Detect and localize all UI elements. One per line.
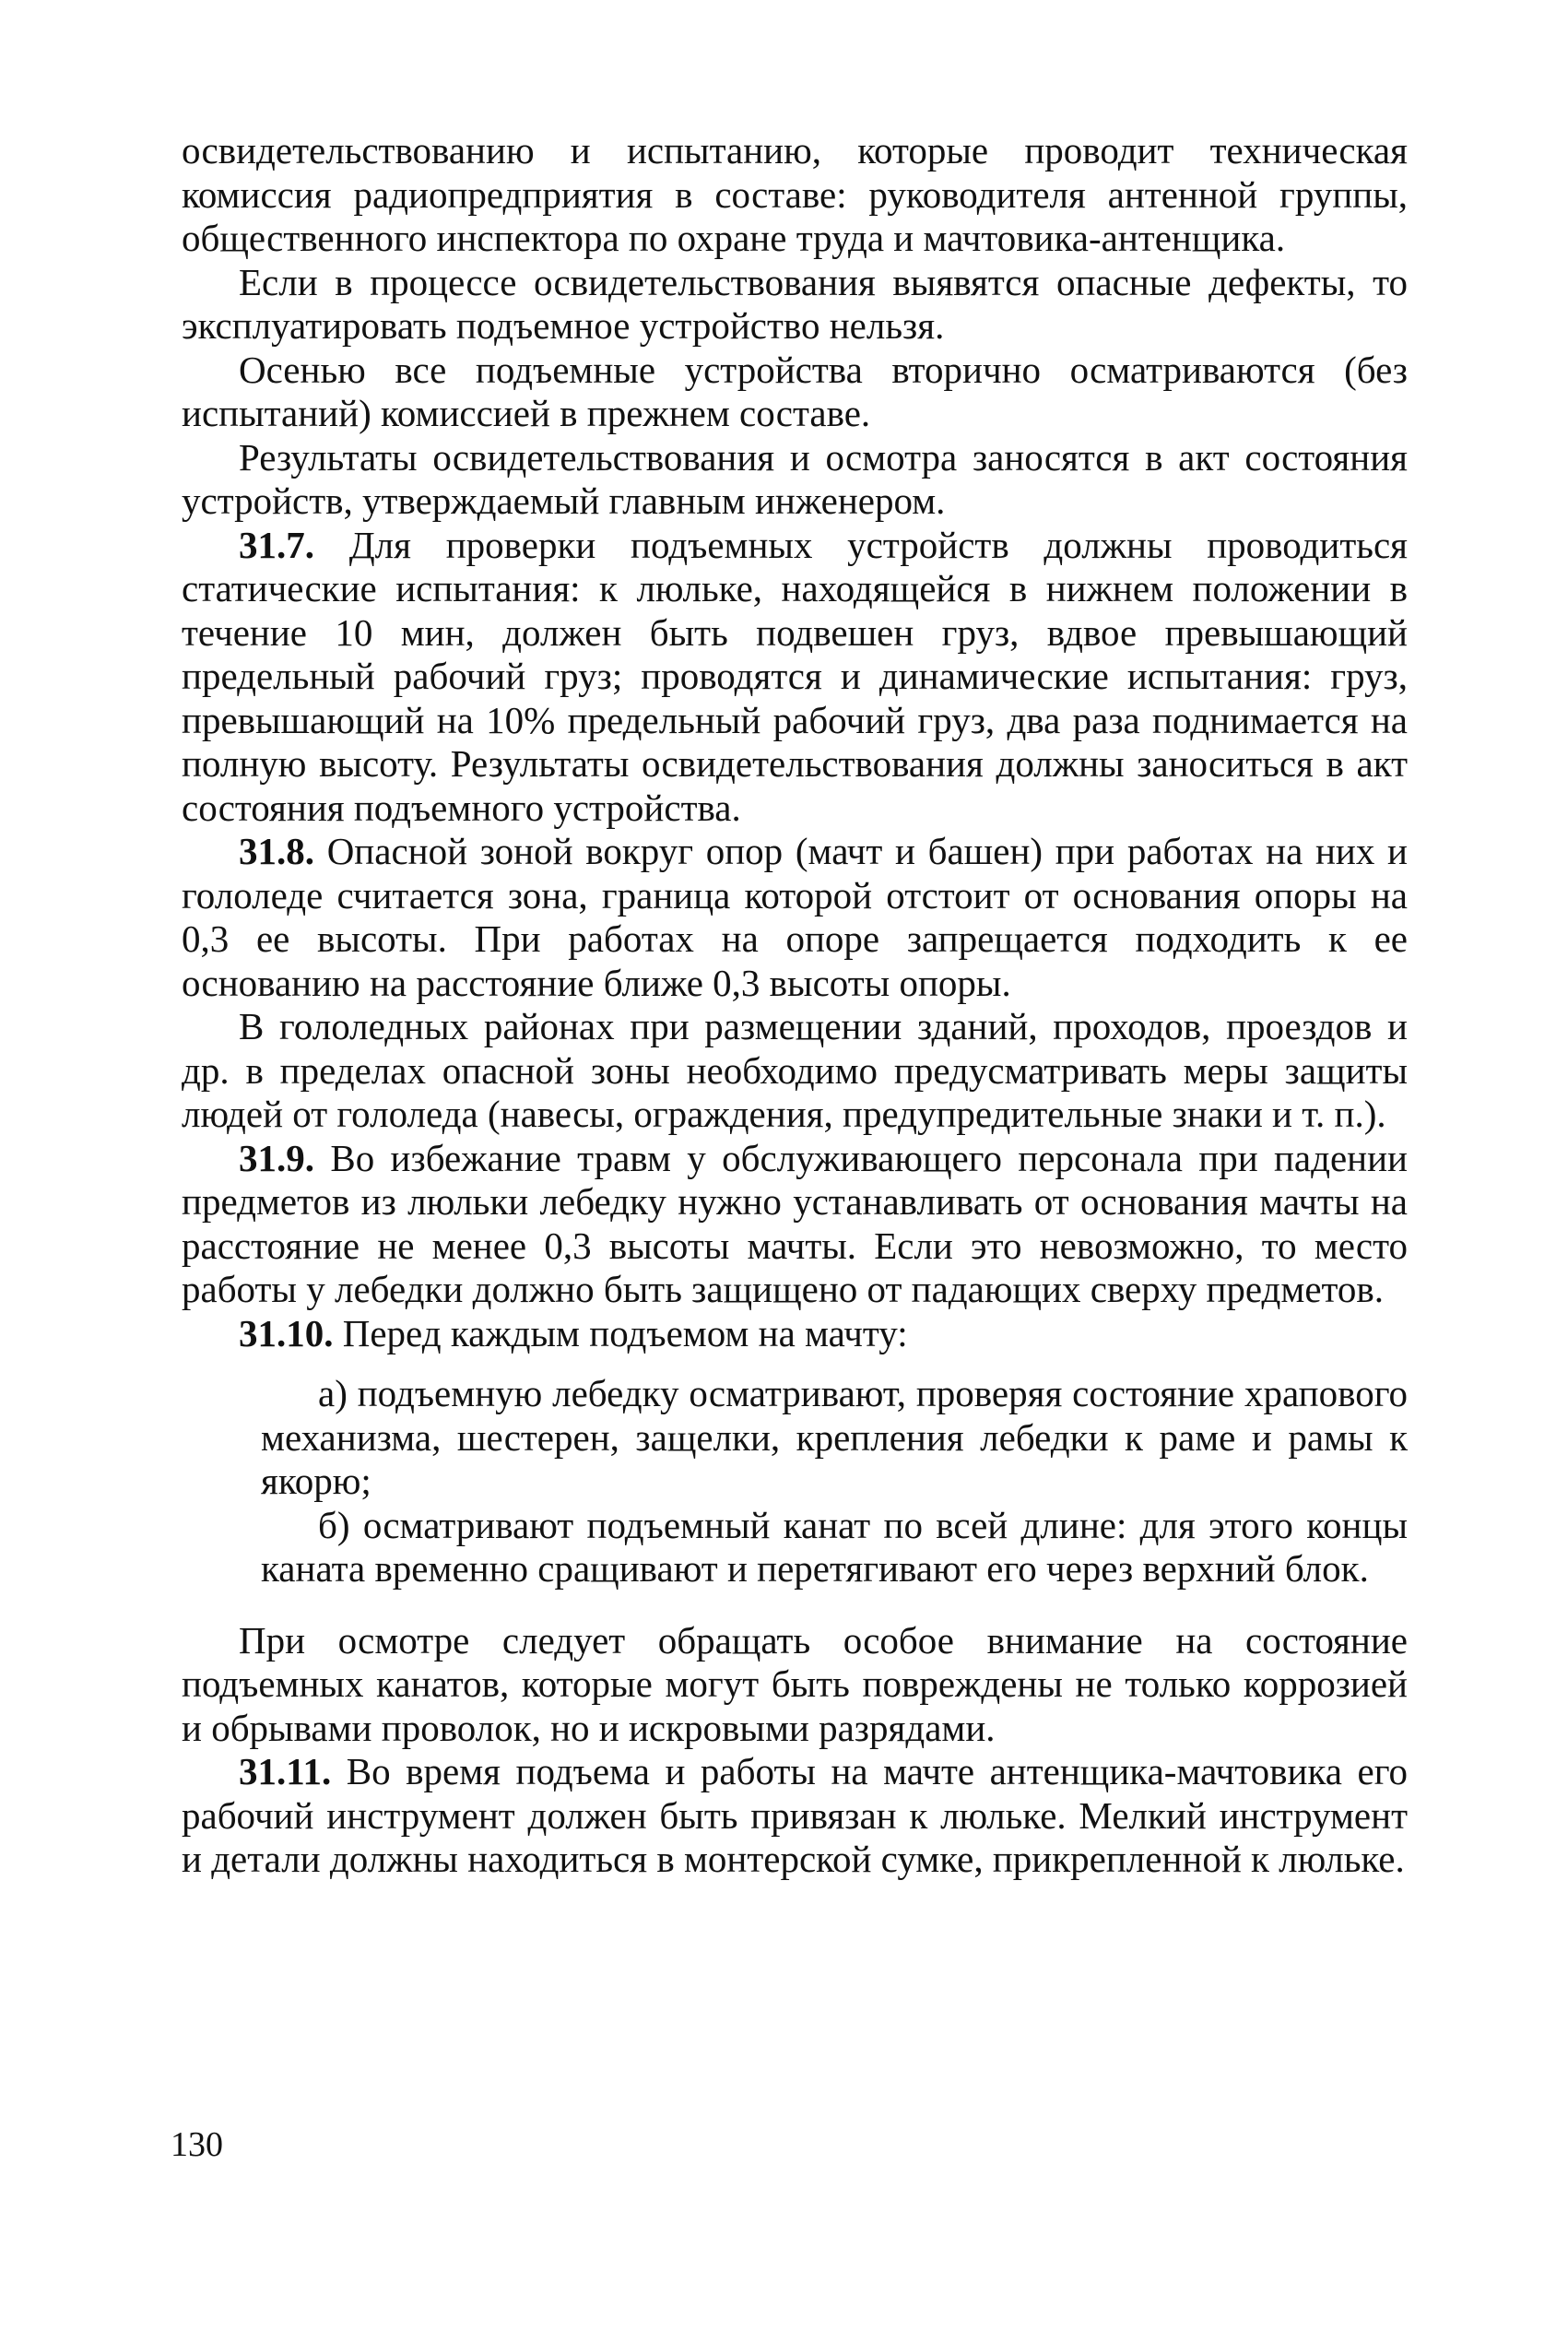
section-number-31-7: 31.7. bbox=[239, 523, 314, 566]
section-31-8 bbox=[182, 830, 1408, 1005]
section-text-31-10: Перед каждым подъемом на мачту: bbox=[342, 1311, 908, 1354]
document-text bbox=[182, 129, 1408, 1882]
section-number-31-10: 31.10. bbox=[239, 1311, 334, 1354]
paragraph-ropes-inspection: При осмотре следует обращать особое внимание на состояние подъемных канатов, которые могут быть повреждены не только коррозией и обрывами проволок, но и искровыми разрядами. bbox=[182, 1618, 1408, 1749]
paragraph-continuation: освидетельствованию и испытанию, которые проводит техническая комиссия радиопредприятия в составе: руководителя антенной группы, общественного инспектора по охране труда и мачтовика-антенщика. bbox=[182, 129, 1408, 259]
section-text-31-8: Опасной зоной вокруг опор (мачт и башен) при работах на них и гололеде считается зона, граница которой отстоит от основания опоры на 0,3 ее высоты. При работах на опоре запрещается подходить к ее основанию на расстояние ближе 0,3 высоты опоры. bbox=[182, 830, 1409, 1004]
section-number-31-9: 31.9. bbox=[239, 1136, 314, 1179]
section-31-7 bbox=[182, 524, 1408, 831]
section-31-9 bbox=[182, 1137, 1408, 1312]
paragraph-results-act: Результаты освидетельствования и осмотра заносятся в акт состояния устройств, утверждаемый главным инженером. bbox=[182, 435, 1408, 522]
inspection-list bbox=[182, 1372, 1408, 1591]
list-item-a: а) подъемную лебедку осматривают, проверяя состояние храпового механизма, шестерен, защелки, крепления лебедки к раме и рамы к якорю; bbox=[261, 1372, 1408, 1502]
section-text-31-11: Во время подъема и работы на мачте антенщика-мачтовика его рабочий инструмент должен быть привязан к люльке. Мелкий инструмент и детали должны находиться в монтерской сумке, прикрепленной к люльке. bbox=[182, 1750, 1408, 1880]
section-number-31-11: 31.11. bbox=[239, 1750, 332, 1792]
paragraph-defects: Если в процессе освидетельствования выявятся опасные дефекты, то эксплуатировать подъемное устройство нельзя. bbox=[182, 260, 1408, 347]
section-31-11 bbox=[182, 1750, 1408, 1882]
document-page bbox=[182, 129, 1408, 1882]
paragraph-icy-areas: В гололедных районах при размещении зданий, проходов, проездов и др. в пределах опасной зоны необходимо предусматривать меры защиты людей от гололеда (навесы, ограждения, предупредительные знаки и т. п.). bbox=[182, 1005, 1408, 1135]
section-31-10 bbox=[182, 1312, 1408, 1356]
paragraph-autumn-inspection: Осенью все подъемные устройства вторично осматриваются (без испытаний) комиссией в прежнем составе. bbox=[182, 348, 1408, 434]
section-number-31-8: 31.8. bbox=[239, 830, 314, 872]
section-text-31-7: Для проверки подъемных устройств должны проводиться статические испытания: к люльке, находящейся в нижнем положении в течение 10 мин, должен быть подвешен груз, вдвое превышающий предельный рабочий груз; проводятся и динамические испытания: груз, превышающий на 10% предельный рабочий груз, два раза поднимается на полную высоту. Результаты освидетельствования должны заноситься в акт состояния подъемного устройства. bbox=[182, 523, 1409, 829]
section-text-31-9: Во избежание травм у обслуживающего персонала при падении предметов из люльки лебедку нужно устанавливать от основания мачты на расстояние не менее 0,3 высоты мачты. Если это невозможно, то место работы у лебедки должно быть защищено от падающих сверху предметов. bbox=[182, 1136, 1409, 1310]
list-item-b: б) осматривают подъемный канат по всей длине: для этого концы каната временно сращивают и перетягивают его через верхний блок. bbox=[261, 1503, 1408, 1590]
page-number: 130 bbox=[171, 2125, 223, 2164]
